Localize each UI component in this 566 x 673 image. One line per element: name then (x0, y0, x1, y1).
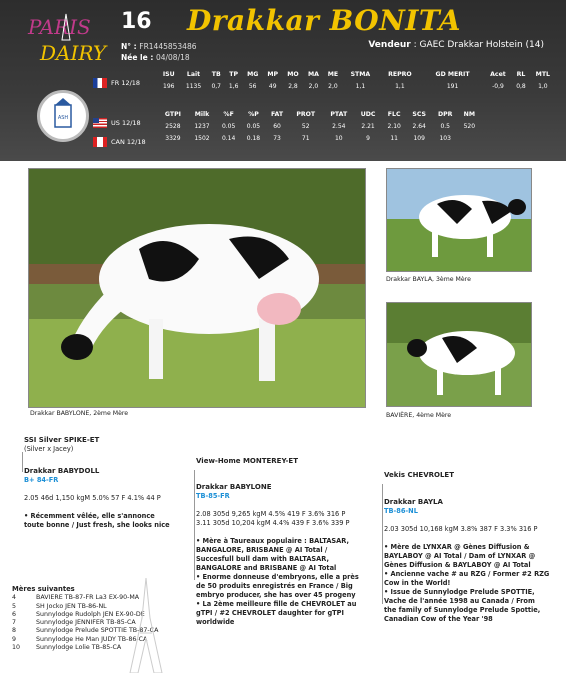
logo-text-dairy: DAIRY (40, 41, 107, 65)
us-col-value: 2.54 (332, 122, 346, 130)
can-col-value: 103 (439, 134, 451, 142)
col1-dam-class: B+ 84-FR (24, 476, 59, 484)
col3-note-line: BAYLABOY @ AI Total / Dam of LYNXAR @ (384, 552, 536, 560)
photo-baviere-caption: BAVIÈRE, 4ème Mère (386, 412, 452, 419)
col2-note-line: • Mère à Taureaux populaire : BALTASAR, (196, 537, 349, 545)
header-banner (0, 0, 566, 161)
main-photo-caption: Drakkar BABYLONE, 2ème Mère (30, 410, 129, 417)
col2-note-line: BANGALORE and BRISBANE @ AI Total (196, 564, 337, 572)
can-col-value: 3329 (165, 134, 181, 142)
us-col-header: DPR (437, 110, 453, 118)
main-photo-babylone (28, 168, 366, 408)
fr-col-header: MG (247, 70, 259, 78)
seller-label: Vendeur (368, 40, 411, 50)
fr-col-value: 2,0 (308, 82, 319, 90)
us-col-value: 52 (301, 122, 310, 130)
fr-col-value: 1,6 (228, 82, 239, 90)
us-col-value: 0.05 (221, 122, 236, 130)
pedigree-divider-3 (382, 484, 383, 604)
us-col-value: 0.5 (440, 122, 450, 130)
us-index-table (158, 108, 480, 144)
id-value: FR1445853486 (139, 42, 197, 51)
canada-flag-icon (93, 137, 107, 147)
born-value: 04/08/18 (155, 53, 190, 62)
fr-col-header: Lait (186, 70, 201, 78)
id-label: N° : (121, 42, 140, 51)
can-col-value: 10 (334, 134, 343, 142)
following-dam-number: 10 (12, 644, 21, 652)
us-col-header: %P (248, 110, 259, 118)
following-dam-name: Sunnylodge JENNIFER TB-85-CA (36, 619, 136, 627)
us-col-value: 1237 (194, 122, 210, 130)
col3-note-line: • Mère de LYNXAR @ Gènes Diffusion & (384, 543, 530, 551)
us-col-value: 2.21 (361, 122, 375, 130)
us-col-value: 2528 (165, 122, 181, 130)
col2-sire: View-Home MONTEREY-ET (196, 457, 298, 465)
following-dam-number: 4 (12, 594, 17, 602)
following-dam-number: 8 (12, 627, 17, 635)
fr-col-value: 56 (248, 82, 257, 90)
us-col-value: 0.05 (246, 122, 261, 130)
col3-note-line: Gènes Diffusion & BAYLABOY @ AI Total (384, 561, 531, 569)
fr-col-header: ISU (162, 70, 175, 78)
us-col-header: PROT (296, 110, 316, 118)
fr-col-value: 0,8 (516, 82, 526, 90)
id-line (121, 42, 197, 51)
fr-col-header: MO (287, 70, 299, 78)
can-col-value: 0.14 (221, 134, 236, 142)
us-index-date: US 12/18 (111, 119, 141, 127)
us-col-header: FLC (387, 110, 401, 118)
seller-value: : GAEC Drakkar Holstein (14) (410, 40, 544, 50)
fr-index-table (158, 68, 556, 92)
fr-col-header: REPRO (388, 70, 412, 78)
seller (368, 40, 544, 50)
col1-sire-parents: (Silver x Jacey) (24, 445, 74, 453)
association-badge (37, 90, 89, 142)
col2-notes (196, 537, 378, 627)
col1-note-2: toute bonne / Just fresh, she looks nice (24, 521, 170, 529)
fr-col-value: 191 (446, 82, 459, 90)
pedigree-divider-1 (22, 452, 23, 472)
fr-col-header: GD MERIT (435, 70, 470, 78)
fr-col-value: -0,9 (492, 82, 504, 90)
us-col-value: 2.64 (412, 122, 426, 130)
fr-col-header: MTL (535, 70, 550, 78)
fr-col-header: TB (211, 70, 221, 78)
fr-col-header: RL (516, 70, 526, 78)
logo-text-paris: PARIS (28, 15, 91, 39)
col2-note-line: de 50 produits enregistrés en France / Big (196, 582, 353, 590)
can-col-value: 71 (301, 134, 310, 142)
col3-sire: Vekis CHEVROLET (384, 471, 454, 479)
fr-col-header: STMA (350, 70, 371, 78)
paris-dairy-logo (26, 12, 110, 68)
can-col-value: 1502 (194, 134, 210, 142)
following-dam-number: 6 (12, 610, 17, 618)
col3-note-line: the family of Sunnylodge Prelude Spottie, (384, 606, 541, 614)
us-col-header: FAT (271, 110, 284, 118)
us-col-header: PTAT (330, 110, 348, 118)
lot-number: 16 (121, 9, 152, 34)
fr-col-value: 1135 (185, 82, 202, 90)
pedigree-divider-2 (194, 470, 195, 580)
col3-note-line: • Ancienne vache # au RZG / Former #2 RZG (384, 570, 550, 578)
following-dam-name: BAVIERE TB-87-FR La3 EX-90-MA (36, 594, 140, 602)
us-flag-icon (93, 118, 107, 128)
following-dam-name: Sunnylodge Lolie TB-85-CA (36, 644, 122, 652)
fr-col-header: MA (307, 70, 319, 78)
col2-note-line: • La 2ème meilleure fille de CHEVROLET au (196, 600, 357, 608)
can-col-value: 11 (390, 134, 398, 142)
can-col-value: 9 (366, 134, 370, 142)
col2-note-line: • Enorme donneuse d'embryons, elle a près (196, 573, 359, 581)
badge-text: ASH (57, 115, 69, 121)
photo-bayla (386, 168, 532, 272)
following-dam-name: Sunnylodge He Man JUDY TB-86-CA (36, 635, 148, 643)
col3-record: 2.03 305d 10,168 kgM 3.8% 387 F 3.3% 316 P (384, 525, 538, 533)
us-col-value: 60 (273, 122, 281, 130)
can-col-value (459, 132, 480, 144)
can-col-value: 0.18 (246, 134, 261, 142)
fr-col-value: 2,0 (328, 82, 338, 90)
fr-col-value: 196 (163, 82, 175, 90)
following-dam-number: 9 (12, 635, 17, 643)
us-col-header: Milk (194, 110, 210, 118)
fr-col-value: 1,1 (355, 82, 366, 90)
eiffel-tower-icon (126, 578, 166, 673)
fr-col-header: MP (267, 70, 279, 78)
col3-note-line: Canadian Cow of the Year '98 (384, 615, 493, 623)
col2-note-line: gTPI / #2 CHEVROLET daughter for gTPI (196, 609, 344, 617)
col2-record-2: 3.11 305d 10,204 kgM 4.4% 439 F 3.6% 339 P (196, 519, 350, 527)
fr-col-value: 1,0 (538, 82, 548, 90)
col2-note-line: Succesfull bull dam with BALTASAR, (196, 555, 329, 563)
col3-dam: Drakkar BAYLA (384, 498, 443, 506)
us-col-value: 520 (463, 122, 476, 130)
following-dam-name: Sunnylodge Prelude SPOTTIE TB-87-CA (36, 627, 159, 635)
col3-dam-class: TB-86-NL (384, 507, 418, 515)
cow-photo-illustration-3 (387, 303, 531, 406)
pedigree-col-greatgranddam (384, 471, 560, 624)
us-col-header: GTPI (164, 110, 181, 118)
cow-photo-illustration-2 (387, 169, 531, 271)
born-label: Née le : (121, 53, 156, 62)
can-index-label (93, 137, 146, 147)
col1-sire: SSI Silver SPIKE-ET (24, 436, 100, 444)
fr-col-value: 2,8 (288, 82, 298, 90)
us-col-header: SCS (412, 110, 426, 118)
france-flag-icon (93, 78, 107, 88)
pedigree-col-granddam (196, 457, 378, 627)
col2-note-line: worldwide (196, 618, 235, 626)
col1-note-1: • Récemment vêlée, elle s'annonce (24, 512, 155, 520)
born-line (121, 53, 190, 62)
col1-dam: Drakkar BABYDOLL (24, 467, 100, 475)
col2-record-1: 2.08 305d 9,265 kgM 4.5% 419 F 3.6% 316 P (196, 510, 346, 518)
us-col-header: UDC (360, 110, 376, 118)
following-dam-number: 5 (12, 602, 17, 610)
animal-name: Drakkar BONITA (187, 4, 461, 37)
col3-note-line: Vache de l'année 1998 au Canada / From (384, 597, 535, 605)
fr-index-label (93, 78, 140, 88)
us-col-header: %F (223, 110, 234, 118)
fr-col-header: Acet (490, 70, 506, 78)
col2-note-line: embryo producer, she has over 45 progeny (196, 591, 356, 599)
fr-col-header: ME (327, 70, 339, 78)
pedigree-col-dam (24, 436, 184, 530)
photo-baviere (386, 302, 532, 407)
col3-note-line: Cow in the World! (384, 579, 451, 587)
following-dam-name: Sunnylodge Rudolph JEN EX-90-DE (36, 610, 145, 618)
fr-col-value: 1,1 (395, 82, 405, 90)
cow-photo-illustration (29, 169, 365, 407)
col3-note-line: • Issue de Sunnylodge Prelude SPOTTIE, (384, 588, 535, 596)
col3-notes (384, 543, 560, 624)
fr-index-date: FR 12/18 (111, 79, 141, 87)
following-dam-name: SH Jocko JEN TB-86-NL (36, 602, 107, 610)
can-index-date: CAN 12/18 (111, 138, 146, 146)
us-index-label (93, 118, 141, 128)
col2-dam-class: TB-85-FR (196, 492, 230, 500)
us-col-value: 2.10 (387, 122, 401, 130)
us-col-header: NM (463, 110, 475, 118)
col2-dam: Drakkar BABYLONE (196, 483, 272, 491)
following-dams-title: Mères suivantes (12, 585, 75, 593)
following-dam-number: 7 (12, 619, 17, 627)
fr-col-value: 0,7 (211, 82, 221, 90)
fr-col-header: TP (229, 70, 239, 78)
can-col-value: 109 (413, 134, 425, 142)
col1-dam-record: 2.05 46d 1,150 kgM 5.0% 57 F 4.1% 44 P (24, 494, 161, 502)
col2-note-line: BANGALORE, BRISBANE @ AI Total / (196, 546, 328, 554)
fr-col-value: 49 (268, 82, 277, 90)
milk-carton-icon (40, 93, 86, 139)
photo-bayla-caption: Drakkar BAYLA, 3ème Mère (386, 276, 471, 283)
can-col-value: 73 (273, 134, 281, 142)
